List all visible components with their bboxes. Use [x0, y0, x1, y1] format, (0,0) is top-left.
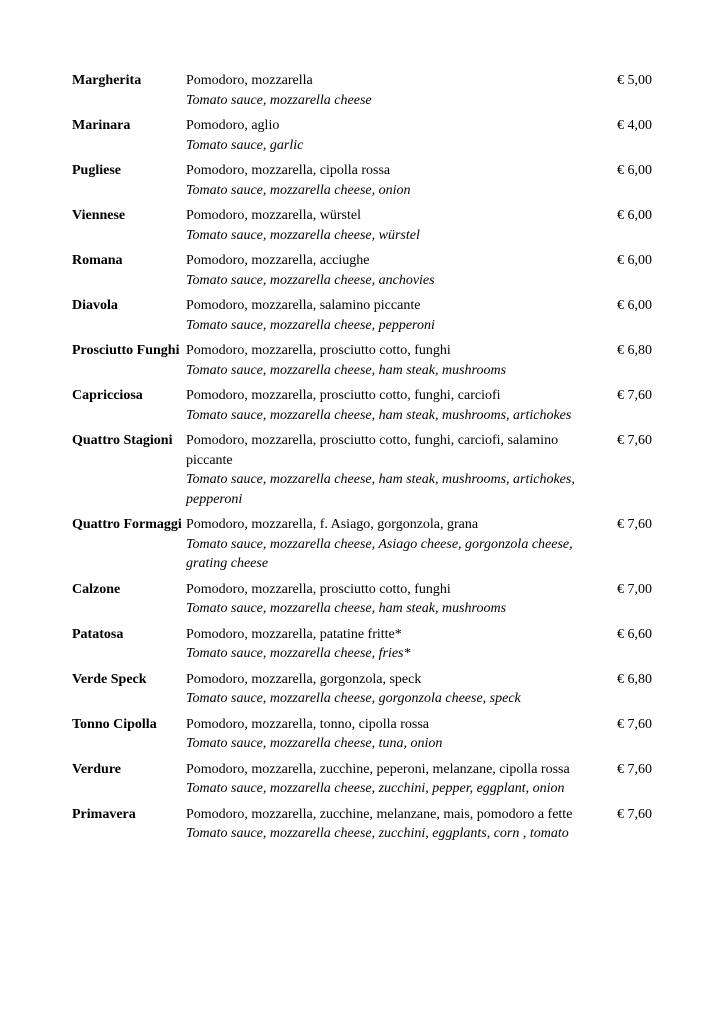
item-ingredients-english: Tomato sauce, mozzarella cheese, würstel	[186, 227, 420, 243]
item-name: Romana	[72, 253, 123, 268]
item-price: € 7,00	[617, 581, 652, 597]
menu-item	[72, 715, 662, 754]
item-name: Verdure	[72, 761, 121, 777]
item-ingredients-english: Tomato sauce, mozzarella cheese, fries*	[186, 646, 411, 661]
item-name: Calzone	[72, 581, 121, 597]
item-price: € 6,00	[617, 208, 652, 223]
item-description	[186, 431, 586, 509]
item-ingredients-italian: Pomodoro, mozzarella, prosciutto cotto, funghi, carciofi	[186, 388, 501, 403]
item-description	[186, 580, 586, 619]
item-ingredients-english: Tomato sauce, mozzarella cheese, gorgonzola cheese, speck	[186, 691, 521, 706]
menu-item	[72, 71, 662, 110]
item-name: Primavera	[72, 806, 136, 822]
item-ingredients-english: Tomato sauce, mozzarella cheese, ham steak, mushrooms, artichokes, pepperoni	[186, 472, 575, 507]
item-name: Margherita	[72, 73, 142, 88]
item-ingredients-english: Tomato sauce, garlic	[186, 137, 304, 153]
item-description	[186, 251, 586, 290]
item-ingredients-italian: Pomodoro, mozzarella, zucchine, peperoni, melanzane, cipolla rossa	[186, 761, 570, 777]
item-price: € 5,00	[617, 73, 652, 88]
item-price: € 4,00	[617, 118, 652, 133]
item-price: € 6,00	[617, 253, 652, 268]
item-ingredients-italian: Pomodoro, aglio	[186, 118, 280, 133]
item-price: € 6,80	[617, 343, 652, 358]
item-description	[186, 760, 586, 799]
menu-item	[72, 670, 662, 709]
item-description	[186, 71, 586, 110]
item-name: Diavola	[72, 298, 118, 313]
item-ingredients-italian: Pomodoro, mozzarella, gorgonzola, speck	[186, 671, 422, 687]
item-name: Quattro Formaggi	[72, 517, 182, 532]
item-description	[186, 805, 586, 844]
item-ingredients-italian: Pomodoro, mozzarella, zucchine, melanzane, mais, pomodoro a fette	[186, 806, 573, 822]
menu-item	[72, 431, 662, 509]
pizza-menu	[72, 71, 662, 850]
menu-item	[72, 251, 662, 290]
menu-item	[72, 515, 662, 574]
item-ingredients-english: Tomato sauce, mozzarella cheese, ham steak, mushrooms, artichokes	[186, 407, 572, 423]
item-price: € 6,00	[617, 298, 652, 313]
item-price: € 7,60	[617, 388, 652, 403]
item-name: Capricciosa	[72, 388, 143, 403]
item-ingredients-english: Tomato sauce, mozzarella cheese, zucchini, pepper, eggplant, onion	[186, 781, 565, 796]
item-name: Marinara	[72, 118, 131, 133]
item-ingredients-italian: Pomodoro, mozzarella, würstel	[186, 208, 361, 223]
item-price: € 6,60	[617, 626, 652, 642]
item-description	[186, 515, 586, 574]
item-ingredients-english: Tomato sauce, mozzarella cheese, anchovies	[186, 272, 435, 288]
item-price: € 6,00	[617, 163, 652, 178]
item-ingredients-italian: Pomodoro, mozzarella, salamino piccante	[186, 298, 421, 313]
item-name: Viennese	[72, 208, 126, 223]
item-ingredients-italian: Pomodoro, mozzarella, prosciutto cotto, funghi, carciofi, salamino piccante	[186, 433, 559, 468]
item-ingredients-english: Tomato sauce, mozzarella cheese, Asiago cheese, gorgonzola cheese, grating cheese	[186, 536, 573, 571]
item-ingredients-english: Tomato sauce, mozzarella cheese, tuna, onion	[186, 736, 443, 751]
menu-item	[72, 805, 662, 844]
item-ingredients-english: Tomato sauce, mozzarella cheese, ham steak, mushrooms	[186, 601, 507, 616]
item-description	[186, 161, 586, 200]
item-price: € 7,60	[617, 716, 652, 732]
item-price: € 7,60	[617, 761, 652, 777]
item-ingredients-english: Tomato sauce, mozzarella cheese	[186, 92, 372, 108]
item-ingredients-italian: Pomodoro, mozzarella, acciughe	[186, 253, 370, 268]
menu-item	[72, 760, 662, 799]
item-ingredients-english: Tomato sauce, mozzarella cheese, zucchini, eggplants, corn , tomato	[186, 826, 569, 841]
item-description	[186, 116, 586, 155]
item-description	[186, 206, 586, 245]
item-ingredients-italian: Pomodoro, mozzarella, tonno, cipolla rossa	[186, 716, 429, 732]
item-ingredients-italian: Pomodoro, mozzarella, prosciutto cotto, funghi	[186, 581, 451, 597]
item-ingredients-english: Tomato sauce, mozzarella cheese, ham steak, mushrooms	[186, 362, 507, 378]
item-price: € 6,80	[617, 671, 652, 687]
item-name: Verde Speck	[72, 671, 147, 687]
item-description	[186, 386, 586, 425]
item-ingredients-english: Tomato sauce, mozzarella cheese, pepperoni	[186, 317, 435, 333]
item-name: Quattro Stagioni	[72, 433, 173, 448]
menu-item	[72, 116, 662, 155]
item-description	[186, 296, 586, 335]
item-price: € 7,60	[617, 517, 652, 532]
item-name: Prosciutto Funghi	[72, 343, 180, 358]
item-ingredients-italian: Pomodoro, mozzarella, patatine fritte*	[186, 626, 402, 642]
item-price: € 7,60	[617, 806, 652, 822]
item-ingredients-italian: Pomodoro, mozzarella, prosciutto cotto, funghi	[186, 343, 451, 358]
item-name: Pugliese	[72, 163, 121, 178]
menu-item	[72, 580, 662, 619]
item-price: € 7,60	[617, 433, 652, 448]
item-ingredients-english: Tomato sauce, mozzarella cheese, onion	[186, 182, 411, 198]
item-description	[186, 715, 586, 754]
menu-item	[72, 625, 662, 664]
item-ingredients-italian: Pomodoro, mozzarella, f. Asiago, gorgonzola, grana	[186, 517, 479, 532]
item-ingredients-italian: Pomodoro, mozzarella, cipolla rossa	[186, 163, 391, 178]
menu-item	[72, 341, 662, 380]
menu-item	[72, 386, 662, 425]
menu-item	[72, 206, 662, 245]
item-description	[186, 670, 586, 709]
item-name: Patatosa	[72, 626, 124, 642]
menu-item	[72, 161, 662, 200]
menu-item	[72, 296, 662, 335]
item-name: Tonno Cipolla	[72, 716, 157, 732]
item-ingredients-italian: Pomodoro, mozzarella	[186, 73, 313, 88]
item-description	[186, 341, 586, 380]
item-description	[186, 625, 586, 664]
